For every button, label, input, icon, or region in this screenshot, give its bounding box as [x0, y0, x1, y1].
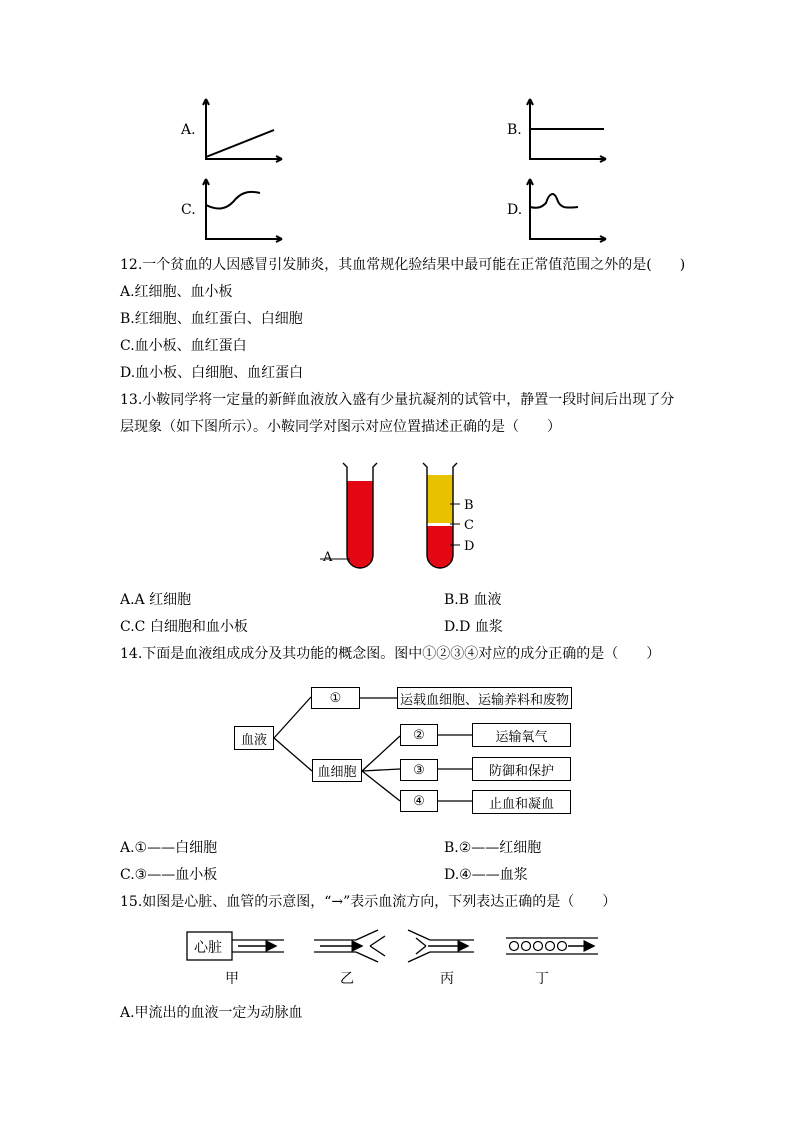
red-cell-layer — [427, 526, 453, 568]
label-d: D — [464, 539, 475, 554]
caption-bing: 丙 — [440, 971, 454, 987]
graph-b-label: B. — [507, 122, 522, 138]
graph-a — [198, 95, 288, 165]
q14-option-a[interactable]: A.①——白细胞 — [120, 840, 218, 856]
q13-option-b[interactable]: B.B 血液 — [444, 592, 502, 608]
node-4: ④ — [400, 790, 438, 812]
label-c: C — [464, 518, 474, 533]
q15-stem: 15.如图是心脏、血管的示意图，“→”表示血流方向，下列表达正确的是（ ） — [120, 894, 617, 910]
graph-d-label: D. — [507, 202, 523, 218]
q13-option-d[interactable]: D.D 血浆 — [444, 619, 503, 635]
graph-c-label: C. — [181, 202, 196, 218]
q14-option-c[interactable]: C.③——血小板 — [120, 867, 218, 883]
q14-option-b[interactable]: B.②——红细胞 — [444, 840, 542, 856]
node-4-function: 止血和凝血 — [472, 790, 571, 814]
node-3: ③ — [400, 759, 438, 781]
q12-stem: 12.一个贫血的人因感冒引发肺炎，其血常规化验结果中最可能在正常值范围之外的是( ) — [120, 257, 686, 273]
node-1-function: 运载血细胞、运输养料和废物 — [397, 687, 572, 709]
graph-c — [198, 175, 288, 245]
label-a: A — [323, 550, 333, 565]
q14-stem: 14.下面是血液组成成分及其功能的概念图。图中①②③④对应的成分正确的是（ ） — [120, 646, 661, 662]
vessel-figure — [180, 928, 610, 998]
label-b: B — [464, 498, 474, 513]
node-2: ② — [400, 724, 438, 746]
plasma-layer — [427, 475, 453, 523]
node-blood: 血液 — [234, 726, 274, 750]
node-2-function: 运输氧气 — [472, 723, 571, 747]
q12-option-a[interactable]: A.红细胞、血小板 — [120, 284, 233, 300]
q13-option-a[interactable]: A.A 红细胞 — [120, 592, 192, 608]
graph-d — [522, 175, 612, 245]
node-1: ① — [311, 687, 360, 709]
graph-b — [522, 95, 612, 165]
q12-option-b[interactable]: B.红细胞、血红蛋白、白细胞 — [120, 311, 303, 327]
q13-option-c[interactable]: C.C 白细胞和血小板 — [120, 619, 248, 635]
q12-option-c[interactable]: C.血小板、血红蛋白 — [120, 338, 247, 354]
caption-ding: 丁 — [535, 971, 549, 987]
q15-option-a[interactable]: A.甲流出的血液一定为动脉血 — [120, 1005, 303, 1021]
caption-jia: 甲 — [225, 971, 239, 987]
node-3-function: 防御和保护 — [472, 757, 571, 781]
buffy-layer — [427, 523, 453, 526]
q12-option-d[interactable]: D.血小板、白细胞、血红蛋白 — [120, 365, 304, 381]
caption-yi: 乙 — [340, 971, 354, 987]
q13-stem-line2: 层现象（如下图所示）。小鞍同学对图示对应位置描述正确的是（ ） — [120, 419, 561, 435]
graph-a-label: A. — [181, 122, 196, 138]
heart-label: 心脏 — [194, 940, 222, 956]
q14-option-d[interactable]: D.④——血浆 — [444, 867, 528, 883]
q13-stem-line1: 13.小鞍同学将一定量的新鲜血液放入盛有少量抗凝剂的试管中，静置一段时间后出现了分 — [120, 392, 675, 408]
whole-blood-fill — [347, 481, 373, 568]
node-blood-cells: 血细胞 — [312, 759, 362, 782]
test-tube-figure — [310, 455, 490, 580]
